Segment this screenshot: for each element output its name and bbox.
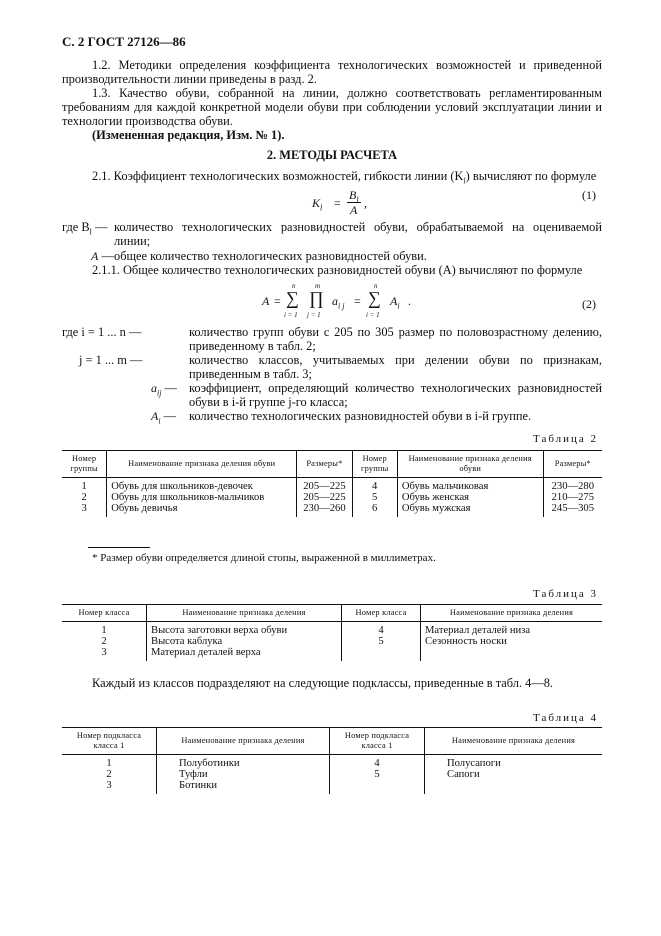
table-4 (62, 727, 602, 794)
table-row (62, 636, 602, 647)
table-cell: Обувь женская (397, 492, 543, 503)
table-row (62, 492, 602, 503)
formula-1-number: (1) (582, 188, 596, 202)
formula-2: A = n ∑ i = 1 m ∏ j = 1 $a_{i j}$ = n ∑ i = 1 $A_i$ . (262, 282, 411, 319)
table-cell: Туфли (157, 769, 330, 780)
table-cell: Полусапоги (425, 755, 603, 770)
table-cell: 1 (101, 625, 107, 636)
formula-1: $K_l$ = $B_l$ A , (312, 188, 367, 217)
table-cell: 4 (330, 755, 425, 770)
table-cell: 4 (342, 622, 421, 637)
table-cell: Ботинки (157, 780, 330, 794)
table-cell (330, 780, 425, 794)
paragraph-2-1: 2.1. Коэффициент технологических возможностей, гибкости линии $(K_l)$ вычисляют по формуле (92, 169, 597, 186)
table-cell: 210—275 (543, 492, 602, 503)
table-cell: 4 (352, 478, 397, 493)
table-2-tag: Таблица 2 (533, 433, 599, 445)
table-cell: Высота заготовки верха обуви (147, 622, 342, 637)
table-cell: 205—225 (297, 492, 352, 503)
table-cell: Обувь для школьников-девочек (107, 478, 297, 493)
table-cell: 3 (81, 503, 87, 514)
table-cell: Высота каблука (147, 636, 342, 647)
table-4-tag: Таблица 4 (533, 712, 599, 724)
table-cell: 5 (342, 636, 421, 647)
table-cell: 5 (352, 492, 397, 503)
table-cell: 6 (352, 503, 397, 517)
table-cell (425, 780, 603, 794)
table-3-header: Номер класса (342, 605, 421, 622)
table-cell: Материал деталей низа (421, 622, 603, 637)
table-cell: Полуботинки (157, 755, 330, 770)
table-cell: 3 (106, 780, 112, 791)
amendment-note: (Измененная редакция, Изм. № 1). (92, 128, 285, 142)
table-4-header: Номер подкласса класса 1 (62, 728, 157, 755)
table-cell: 230—280 (543, 478, 602, 493)
table-cell (421, 647, 603, 661)
table-2-header: Номер группы (62, 451, 107, 478)
page-header: С. 2 ГОСТ 27126—86 (62, 34, 186, 49)
table-cell: 5 (330, 769, 425, 780)
table-2-header-row (62, 451, 602, 478)
table-4-header: Наименование признака деления (425, 728, 603, 755)
table-cell: Обувь для школьников-мальчиков (107, 492, 297, 503)
table-cell: Сапоги (425, 769, 603, 780)
table-row (62, 769, 602, 780)
table-cell (342, 647, 421, 661)
table-cell: Обувь мальчиковая (397, 478, 543, 493)
table-2-header: Номер группы (352, 451, 397, 478)
table-2-header: Наименование признака деления обуви (397, 451, 543, 478)
table-4-header: Номер подкласса класса 1 (330, 728, 425, 755)
table-row (62, 503, 602, 517)
table-3-header: Номер класса (62, 605, 147, 622)
table-3-header: Наименование признака деления (147, 605, 342, 622)
table-cell: 245—305 (543, 503, 602, 517)
table-row (62, 478, 602, 493)
table-cell: 230—260 (297, 503, 352, 517)
paragraph-1-3: 1.3. Качество обуви, собранной на линии, должно соответствовать регламентированным требованиям для каждой конкретной модели обуви при соблюдении условий эксплуатации линии и технологии производства обуви. (62, 86, 602, 128)
footnote: * Размер обуви определяется длиной стопы, выраженной в миллиметрах. (92, 552, 436, 564)
table-cell: 3 (101, 647, 107, 658)
paragraph-subclasses: Каждый из классов подразделяют на следующие подклассы, приведенные в табл. 4—8. (92, 676, 554, 690)
table-cell: 2 (101, 636, 107, 647)
table-cell: 2 (81, 492, 87, 503)
table-cell: Обувь девичья (107, 503, 297, 517)
table-4-header: Наименование признака деления (157, 728, 330, 755)
footnote-divider (88, 547, 150, 548)
table-cell: 205—225 (297, 478, 352, 493)
table-row (62, 647, 602, 661)
table-2-header: Наименование признака деления обуви (107, 451, 297, 478)
table-cell: 1 (81, 481, 87, 492)
table-row (62, 780, 602, 794)
table-3-tag: Таблица 3 (533, 588, 599, 600)
table-cell: Материал деталей верха (147, 647, 342, 661)
table-2-header: Размеры* (543, 451, 602, 478)
table-cell: Обувь мужская (397, 503, 543, 517)
paragraph-2-1-1: 2.1.1. Общее количество технологических разновидностей обуви (A) вычисляют по формуле (92, 263, 583, 277)
table-3-header-row (62, 605, 602, 622)
paragraph-1-2: 1.2. Методики определения коэффициента технологических возможностей и приведенной производительности линии приведены в разд. 2. (62, 58, 602, 86)
formula-2-number: (2) (582, 297, 596, 311)
table-2 (62, 450, 602, 517)
table-cell: 2 (106, 769, 112, 780)
table-row (62, 622, 602, 637)
section-title: 2. МЕТОДЫ РАСЧЕТА (266, 148, 398, 162)
table-2-header: Размеры* (297, 451, 352, 478)
table-cell: 1 (106, 758, 112, 769)
table-cell: Сезонность носки (421, 636, 603, 647)
table-3 (62, 604, 602, 661)
table-row (62, 755, 602, 770)
table-4-header-row (62, 728, 602, 755)
table-3-header: Наименование признака деления (421, 605, 603, 622)
